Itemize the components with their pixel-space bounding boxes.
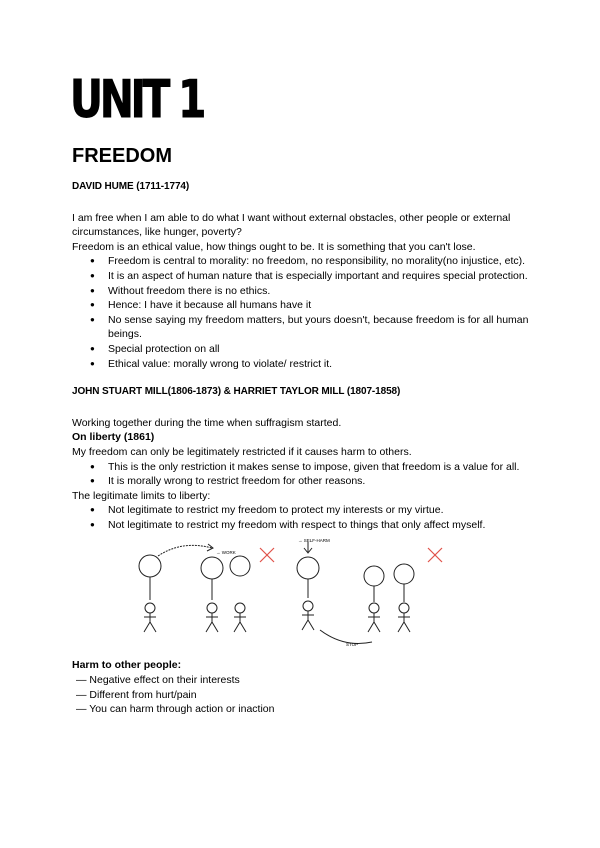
cross-icon-left [260, 548, 274, 562]
list-item: — Negative effect on their interests [76, 674, 240, 687]
list-item: ● No sense saying my freedom matters, but yours doesn't, because freedom is for all human beings. [108, 313, 532, 342]
harm-list [72, 673, 532, 717]
list-item: ● This is the only restriction it makes sense to impose, given that freedom is a value for all. [108, 460, 532, 475]
list-item: — Different from hurt/pain [76, 688, 197, 701]
harm-heading: Harm to other people: [72, 659, 182, 672]
list-item: — You can harm through action or inaction [76, 703, 275, 716]
person-head [139, 555, 161, 577]
mill-limits-intro: The legitimate limits to liberty: [72, 489, 211, 502]
mill-intro: Working together during the time when suffragism started. [72, 416, 342, 429]
list-item: ● Freedom is central to morality: no freedom, no responsibility, no morality(no injustice, etc). [108, 254, 532, 269]
cross-icon-right [428, 548, 442, 562]
list-item: ● It is morally wrong to restrict freedom for other reasons. [108, 474, 532, 489]
hume-value-line: Freedom is an ethical value, how things ought to be. It is something that you can't lose. [72, 240, 476, 253]
mill-bullet-list [72, 460, 532, 489]
section-title: FREEDOM [72, 145, 172, 167]
harm-principle-sketch [72, 538, 532, 648]
mill-limits-list [72, 503, 532, 532]
unit-title: UNIT 1 [70, 70, 204, 130]
mill-book-title: On liberty (1861) [72, 431, 155, 444]
list-item: ● Not legitimate to restrict my freedom to protect my interests or my virtue. [108, 503, 532, 518]
hume-intro: I am free when I am able to do what I want without external obstacles, other people or external circumstances, like hunger, poverty? [72, 211, 511, 239]
label-work: → WORK [216, 550, 236, 556]
list-item: ● It is an aspect of human nature that is especially important and requires special protection. [108, 269, 532, 284]
list-item: ● Ethical value: morally wrong to violate/ restrict it. [108, 357, 532, 372]
label-self-harm: → SELF-HARM [298, 538, 330, 544]
mill-heading: JOHN STUART MILL(1806-1873) & HARRIET TAYLOR MILL (1807-1858) [72, 386, 401, 398]
list-item: ● Hence: I have it because all humans have it [108, 298, 532, 313]
list-item: ● Special protection on all [108, 342, 532, 357]
document-body [72, 180, 532, 717]
hume-heading: DAVID HUME (1711-1774) [72, 181, 190, 192]
list-item: ● Not legitimate to restrict my freedom with respect to things that only affect myself. [108, 518, 532, 533]
sketch-drawing [72, 538, 532, 648]
label-stop: STOP [346, 642, 359, 648]
list-item: ● Without freedom there is no ethics. [108, 284, 532, 299]
mill-principle: My freedom can only be legitimately restricted if it causes harm to others. [72, 445, 412, 458]
hume-bullet-list [72, 254, 532, 371]
